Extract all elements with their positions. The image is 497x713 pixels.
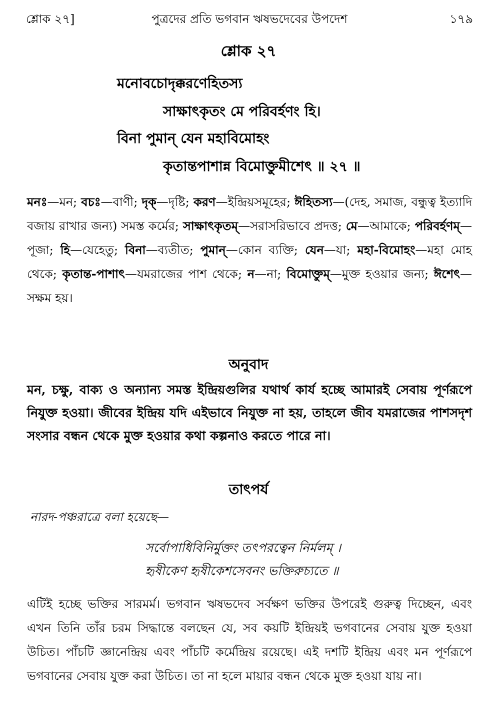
synonym-meaning: মুক্ত হওয়ার জন্য; [341,267,434,281]
synonym-meaning: বাণী; [112,195,142,209]
synonym-term: বচঃ [81,195,101,209]
synonym-meaning: মন; [59,195,82,209]
synonym-term: ঈহিতস্য [294,195,333,209]
translation-heading: অনুবাদ [228,357,269,373]
synonym-meaning: ইন্দ্রিয়সমূহের; [227,195,295,209]
synonym-term: মনঃ [27,195,48,209]
synonym-term: হি [60,243,71,257]
synonym-term: মে [345,219,358,233]
synonym-meaning: যা; [335,243,358,257]
header-verse-ref: শ্লোক ২৭] [26,12,75,26]
synonym-meaning: সক্ষম হয়। [27,291,73,305]
synonym-term: ন [247,267,255,281]
verse-line: সাক্ষাৎকৃতং মে পরিবর্হণং হি। [163,104,321,120]
synonym-term: যেন [304,243,324,257]
purport-heading: তাৎপর্য [228,482,269,498]
synonym-term: কৃতান্ত-পাশাৎ [62,267,125,281]
shloka-heading: শ্লোক ২৭ [220,42,277,60]
synonym-meaning: যেহেতু; [82,243,126,257]
synonym-meaning: (দেহ, সমাজ, বন্ধুত্ব ইত্যাদি বজায় রাখার জন্য) সমস্ত কর্মের; [27,195,472,233]
verse-line: মনোবচোদৃক্করণেহিতস্য [117,76,243,92]
synonym-term: পরিবর্হণম্ [414,219,460,233]
translation-paragraph: মন, চক্ষু, বাক্য ও অন্যান্য সমস্ত ইন্দ্রিয়গুলির যথার্থ কার্য হচ্ছে আমারই সেবায় পূর্ণরূপে নিযুক্ত হওয়া। জীবের ইন্দ্রিয় যদি এইভাবে নিযুক্ত না হয়, তাহলে জীব যমরাজের পাশসদৃশ সংসার বন্ধন থেকে মুক্ত হওয়ার কথা কল্পনাও করতে পারে না। [27,382,472,443]
verse-line: বিনা পুমান্ যেন মহাবিমোহং [117,131,270,147]
quote-line: হৃষীকেণ হৃষীকেশসেবনং ভক্তিরুচ্যতে ॥ [145,563,339,578]
synonym-term: করণ [193,195,216,209]
synonym-term: বিনা [125,243,146,257]
synonym-meaning: ব্যতীত; [157,243,201,257]
synonym-meaning: পূজা; [27,243,61,257]
synonym-term: পুমান্ [200,243,226,257]
synonym-term: সাক্ষাৎকৃতম্ [182,219,239,233]
synonym-term: বিমোক্তুম্ [286,267,330,281]
synonym-term: মহা-বিমোহং [357,243,416,257]
synonym-meaning: আমাকে; [369,219,415,233]
quote-line: সর্বোপাধিবিনির্মুক্তং তৎপরত্বেন নির্মলম্ । [145,540,342,555]
header-chapter-title: পুত্রদের প্রতি ভগবান ঋষভদেবের উপদেশ [151,12,348,26]
purport-intro: নারদ-পঞ্চরাত্রে বলা হয়েছে— [30,510,169,524]
synonym-meaning: সরাসরিভাবে প্রদত্ত; [250,219,346,233]
synonym-term: ঈশেৎ [433,267,460,281]
synonym-meaning: মহা মোহ থেকে; [27,243,472,281]
synonym-term: দৃক্ [141,195,157,209]
running-header [26,9,473,29]
synonyms-paragraph: মনঃ—মন; বচঃ—বাণী; দৃক্—দৃষ্টি; করণ—ইন্দ্রিয়সমূহের; ঈহিতস্য—(দেহ, সমাজ, বন্ধুত্ব ইত্যাদি বজায় রাখার জন্য) সমস্ত কর্মের; সাক্ষাৎকৃতম্—সরাসরিভাবে প্রদত্ত; মে—আমাকে; পরিবর্হণম্—পূজা; হি—যেহেতু; বিনা—ব্যতীত; পুমান্—কোন ব্যক্তি; যেন—যা; মহা-বিমোহং—মহা মোহ থেকে; কৃতান্ত-পাশাৎ—যমরাজের পাশ থেকে; ন—না; বিমোক্তুম্—মুক্ত হওয়ার জন্য; ঈশেৎ—সক্ষম হয়। [27,195,472,305]
synonym-meaning: দৃষ্টি; [168,195,194,209]
page-number: ১৭৯ [449,12,473,26]
verse-line: কৃতান্তপাশান্ন বিমোক্তুমীশেৎ ॥ ২৭ ॥ [163,159,361,175]
purport-paragraph: এটিই হচ্ছে ভক্তির সারমর্ম। ভগবান ঋষভদেব সর্বক্ষণ ভক্তির উপরেই গুরুত্ব দিচ্ছেন, এবং এখন তিনি তাঁর চরম সিদ্ধান্তে বলছেন যে, সব কয়টি ইন্দ্রিয়ই ভগবানের সেবায় যুক্ত হওয়া উচিত। পাঁচটি জ্ঞানেন্দ্রিয় এবং পাঁচটি কর্মেন্দ্রিয় রয়েছে। এই দশটি ইন্দ্রিয় এবং মন পূর্ণরূপে ভগবানের সেবায় যুক্ত করা উচিত। তা না হলে মায়ার বন্ধন থেকে মুক্ত হওয়া যায় না। [27,597,472,683]
synonym-meaning: যমরাজের পাশ থেকে; [136,267,248,281]
synonym-meaning: কোন ব্যক্তি; [237,243,305,257]
synonym-meaning: না; [266,267,287,281]
